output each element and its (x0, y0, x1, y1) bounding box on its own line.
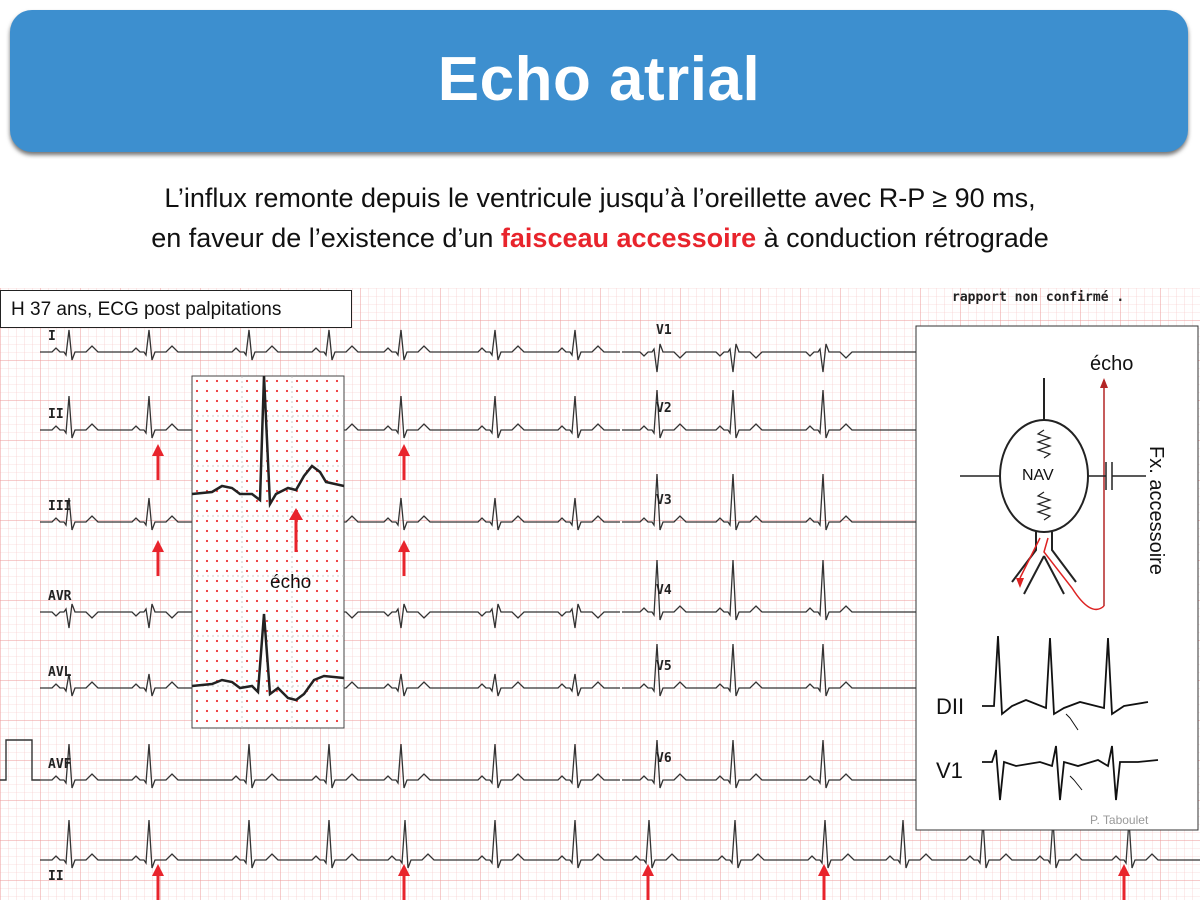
subtitle-line-2 (0, 218, 1200, 258)
lead-label-v5: V5 (656, 659, 672, 674)
slide-title: Echo atrial (437, 44, 761, 114)
accessory-pathway-label: Fx. accessoire (1145, 446, 1167, 575)
rhythm-lead-label: II (48, 869, 64, 884)
lead-label-avr: AVR (48, 589, 72, 604)
dii-label: DII (936, 694, 965, 719)
diagram-panel (916, 326, 1198, 830)
lead-label-avf: AVF (48, 757, 72, 772)
credit-label: P. Taboulet (1090, 813, 1149, 827)
lead-label-avl: AVL (48, 665, 72, 680)
v1-label: V1 (936, 758, 963, 783)
report-stamp: rapport non confirmé . (952, 290, 1125, 305)
lead-label-v2: V2 (656, 401, 672, 416)
lead-label-iii: III (48, 499, 72, 514)
inset-magnified (192, 376, 344, 728)
lead-label-v1: V1 (656, 323, 672, 338)
title-banner (10, 10, 1188, 152)
ecg-caption: H 37 ans, ECG post palpitations (0, 290, 352, 328)
diagram-echo-label: écho (1090, 353, 1134, 375)
subtitle-line-2-pre: en faveur de l’existence d’un (151, 223, 501, 253)
subtitle-highlight: faisceau accessoire (500, 223, 757, 253)
lead-label-i: I (48, 329, 56, 344)
lead-label-v4: V4 (656, 583, 672, 598)
lead-label-v3: V3 (656, 493, 672, 508)
ecg-tracing (0, 288, 1200, 900)
nav-label: NAV (1022, 467, 1054, 484)
subtitle-line-1: L’influx remonte depuis le ventricule jusqu’à l’oreillette avec R-P ≥ 90 ms, (164, 183, 1036, 213)
subtitle-line-2-post: à conduction rétrograde (756, 223, 1049, 253)
lead-label-v6: V6 (656, 751, 672, 766)
inset-label: écho (270, 572, 312, 593)
lead-label-ii: II (48, 407, 64, 422)
slide-subtitle (0, 178, 1200, 258)
